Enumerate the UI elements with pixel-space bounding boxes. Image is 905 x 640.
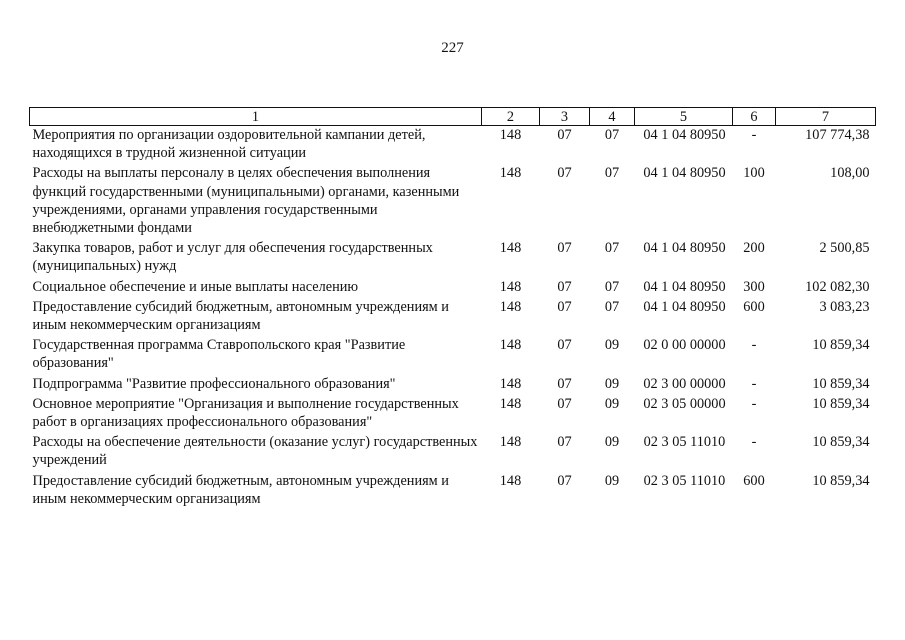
- table-row: [30, 164, 876, 239]
- column-header: 6: [733, 108, 776, 126]
- row-col6: 200: [743, 240, 765, 257]
- row-col2: 148: [499, 472, 522, 489]
- column-header: 1: [30, 108, 482, 126]
- row-name: Расходы на выплаты персоналу в целях обеспечения выполнения функций государственными (муниципальными) органами, казенными учреждениями, органами управления государственными внебюджетными фондами: [32, 165, 460, 237]
- row-col2: 148: [499, 434, 522, 451]
- column-header: 3: [540, 108, 590, 126]
- row-col3: 07: [557, 165, 572, 182]
- row-col6: -: [751, 434, 757, 451]
- row-col7: 10 859,34: [812, 434, 870, 451]
- row-col2: 148: [499, 240, 522, 257]
- column-header: 5: [635, 108, 733, 126]
- row-col6: -: [751, 127, 757, 143]
- row-col4: 07: [604, 240, 620, 257]
- row-col5: 02 3 05 00000: [643, 395, 726, 412]
- row-col4: 09: [604, 337, 620, 354]
- row-col3: 07: [557, 278, 572, 295]
- row-col7: 2 500,85: [819, 240, 870, 257]
- row-col7: 10 859,34: [812, 472, 870, 489]
- table-row: [30, 472, 876, 510]
- row-col2: 148: [499, 395, 522, 412]
- row-name: Социальное обеспечение и иные выплаты населению: [32, 278, 359, 295]
- row-col2: 148: [499, 375, 522, 392]
- budget-table: [29, 107, 876, 510]
- row-col6: 300: [743, 278, 765, 295]
- row-col6: -: [751, 395, 757, 412]
- table-header-row: [30, 108, 876, 126]
- row-col3: 07: [557, 127, 572, 143]
- row-col7: 10 859,34: [812, 375, 870, 392]
- row-col3: 07: [557, 375, 572, 392]
- table-row: [30, 298, 876, 336]
- row-col5: 02 3 00 00000: [643, 375, 726, 392]
- row-col4: 09: [604, 395, 620, 412]
- row-col2: 148: [499, 278, 522, 295]
- row-col3: 07: [557, 472, 572, 489]
- row-col7: 10 859,34: [812, 395, 870, 412]
- row-name: Расходы на обеспечение деятельности (оказание услуг) государственных учреждений: [32, 434, 478, 469]
- row-col2: 148: [499, 337, 522, 354]
- row-col4: 09: [604, 434, 620, 451]
- row-col3: 07: [557, 434, 572, 451]
- row-col5: 02 3 05 11010: [643, 472, 726, 489]
- row-name: Государственная программа Ставропольского края "Развитие образования": [32, 337, 406, 372]
- table-row: [30, 433, 876, 471]
- row-name: Закупка товаров, работ и услуг для обеспечения государственных (муниципальных) нужд: [32, 240, 433, 275]
- row-name: Мероприятия по организации оздоровительной кампании детей, находящихся в трудной жизненной ситуации: [32, 127, 426, 162]
- column-header: 2: [482, 108, 540, 126]
- row-col4: 09: [604, 375, 620, 392]
- row-col3: 07: [557, 240, 572, 257]
- row-col5: 04 1 04 80950: [643, 240, 726, 257]
- row-col6: 100: [743, 165, 765, 182]
- page-number: 227: [441, 40, 464, 56]
- row-col5: 04 1 04 80950: [643, 298, 726, 315]
- row-col5: 04 1 04 80950: [643, 278, 726, 295]
- row-name: Основное мероприятие "Организация и выполнение государственных работ в организациях профессионального образования": [32, 395, 459, 431]
- row-name: Предоставление субсидий бюджетным, автономным учреждениям и иным некоммерческим организациям: [32, 472, 449, 507]
- column-header: 7: [776, 108, 876, 126]
- row-col4: 07: [604, 127, 620, 143]
- row-col3: 07: [557, 337, 572, 354]
- row-name: Подпрограмма "Развитие профессионального образования": [32, 375, 396, 392]
- row-name: Предоставление субсидий бюджетным, автономным учреждениям и иным некоммерческим организациям: [32, 298, 449, 334]
- row-col3: 07: [557, 395, 572, 412]
- row-col4: 09: [604, 472, 620, 489]
- table-row: [30, 278, 876, 298]
- row-col5: 02 0 00 00000: [643, 337, 726, 354]
- row-col6: -: [751, 337, 757, 354]
- row-col7: 102 082,30: [805, 278, 870, 295]
- table-row: [30, 126, 876, 165]
- table-row: [30, 336, 876, 374]
- row-col6: 600: [743, 472, 765, 489]
- row-col7: 10 859,34: [812, 337, 870, 354]
- row-col5: 04 1 04 80950: [643, 165, 726, 182]
- row-col5: 04 1 04 80950: [643, 127, 726, 143]
- row-col2: 148: [499, 298, 522, 315]
- column-header: 4: [590, 108, 635, 126]
- row-col4: 07: [604, 298, 620, 315]
- row-col5: 02 3 05 11010: [643, 434, 726, 451]
- row-col2: 148: [499, 127, 522, 143]
- row-col6: 600: [743, 298, 765, 315]
- row-col3: 07: [557, 298, 572, 315]
- row-col7: 3 083,23: [819, 298, 870, 315]
- table-row: [30, 375, 876, 395]
- row-col2: 148: [499, 165, 522, 182]
- row-col7: 107 774,38: [805, 127, 870, 143]
- row-col4: 07: [604, 278, 620, 295]
- row-col7: 108,00: [830, 165, 870, 182]
- table-row: [30, 395, 876, 433]
- row-col4: 07: [604, 165, 620, 182]
- row-col6: -: [751, 375, 757, 392]
- table-row: [30, 239, 876, 277]
